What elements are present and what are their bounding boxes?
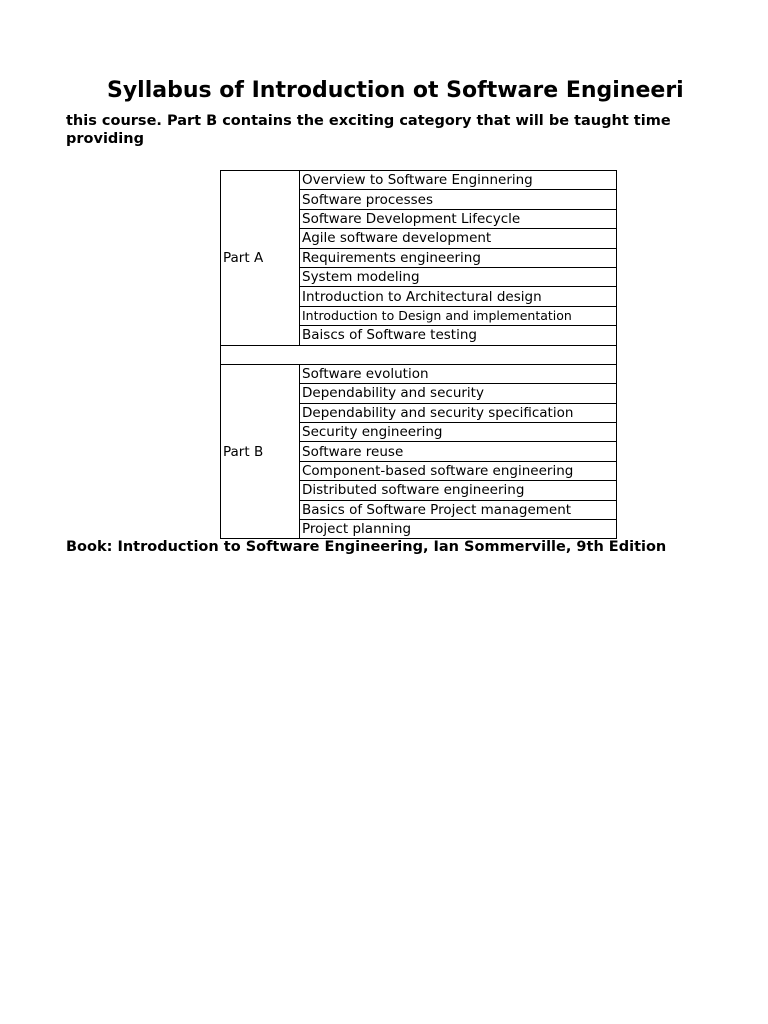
- part-a-topic: Agile software development: [300, 229, 617, 248]
- part-b-topic: Dependability and security: [300, 384, 617, 403]
- page-title: Syllabus of Introduction ot Software Engineeri: [107, 78, 684, 103]
- intro-line-2: providing: [66, 131, 144, 147]
- syllabus-table: [220, 170, 617, 539]
- book-reference: Book: Introduction to Software Engineering, Ian Sommerville, 9th Edition: [66, 539, 667, 555]
- part-b-topic: Security engineering: [300, 423, 617, 442]
- part-a-topic: System modeling: [300, 267, 617, 286]
- part-b-topic: Basics of Software Project management: [300, 500, 617, 519]
- part-a-topic: Introduction to Design and implementation: [300, 306, 617, 325]
- part-a-topic: Software Development Lifecycle: [300, 209, 617, 228]
- part-b-topic: Component-based software engineering: [300, 461, 617, 480]
- part-a-topic: Requirements engineering: [300, 248, 617, 267]
- part-b-topic: Software reuse: [300, 442, 617, 461]
- table-row: [221, 171, 617, 190]
- part-b-topic: Software evolution: [300, 364, 617, 383]
- part-b-topic: Project planning: [300, 520, 617, 539]
- table-row: [221, 364, 617, 383]
- intro-line-1: this course. Part B contains the exciting category that will be taught time: [66, 113, 671, 129]
- intro-paragraph: [66, 112, 692, 148]
- empty-cell: [221, 345, 617, 364]
- part-a-topic: Overview to Software Enginnering: [300, 171, 617, 190]
- part-a-label: Part A: [221, 171, 300, 346]
- part-a-topic: Introduction to Architectural design: [300, 287, 617, 306]
- part-b-label: Part B: [221, 364, 300, 539]
- part-a-topic: Baiscs of Software testing: [300, 326, 617, 345]
- part-b-topic: Dependability and security specification: [300, 403, 617, 422]
- spacer-row: [221, 345, 617, 364]
- part-a-topic: Software processes: [300, 190, 617, 209]
- part-b-topic: Distributed software engineering: [300, 481, 617, 500]
